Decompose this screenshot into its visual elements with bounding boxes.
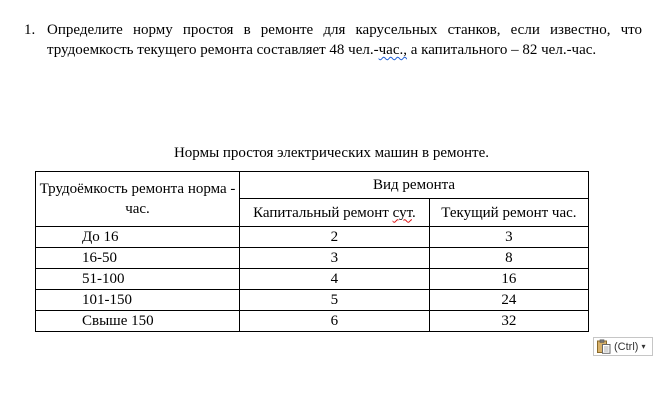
cell-capital: 2	[240, 227, 430, 248]
cell-range: 16-50	[36, 248, 240, 269]
cell-current: 24	[429, 290, 588, 311]
task-number: 1.	[24, 22, 36, 38]
clipboard-icon	[596, 339, 612, 354]
table-caption: Нормы простоя электрических машин в ремонте.	[173, 145, 490, 161]
cell-range: До 16	[36, 227, 240, 248]
cell-current: 8	[429, 248, 588, 269]
norms-table	[35, 171, 589, 332]
cell-range: Свыше 150	[36, 311, 240, 332]
cell-current: 32	[429, 311, 588, 332]
cell-capital: 6	[240, 311, 430, 332]
table-row	[36, 290, 589, 311]
header-labor-intensity: Трудоёмкость ремонта норма - час.	[36, 172, 240, 227]
cell-current: 3	[429, 227, 588, 248]
cell-capital: 5	[240, 290, 430, 311]
paste-options-label: (Ctrl)	[614, 340, 639, 353]
cell-range: 51-100	[36, 269, 240, 290]
chevron-down-icon: ▾	[641, 342, 646, 351]
cell-current: 16	[429, 269, 588, 290]
paste-options-button[interactable]	[593, 337, 653, 356]
table-row	[36, 227, 589, 248]
table-row	[36, 269, 589, 290]
table-row	[36, 248, 589, 269]
spellcheck-word: час.,	[378, 42, 407, 58]
cell-capital: 4	[240, 269, 430, 290]
table-row	[36, 311, 589, 332]
cell-capital: 3	[240, 248, 430, 269]
header-current-repair: Текущий ремонт час.	[429, 199, 588, 227]
cell-range: 101-150	[36, 290, 240, 311]
header-capital-repair: Капитальный ремонт сут.	[240, 199, 430, 227]
header-repair-type: Вид ремонта	[240, 172, 589, 199]
task-text: Определите норму простоя в ремонте для карусельных станков, если известно, что трудоемкость текущего ремонта составляет 48 чел.-час., а капитального – 82 чел.-час.	[47, 22, 642, 58]
spellcheck-word: сут	[392, 204, 412, 221]
